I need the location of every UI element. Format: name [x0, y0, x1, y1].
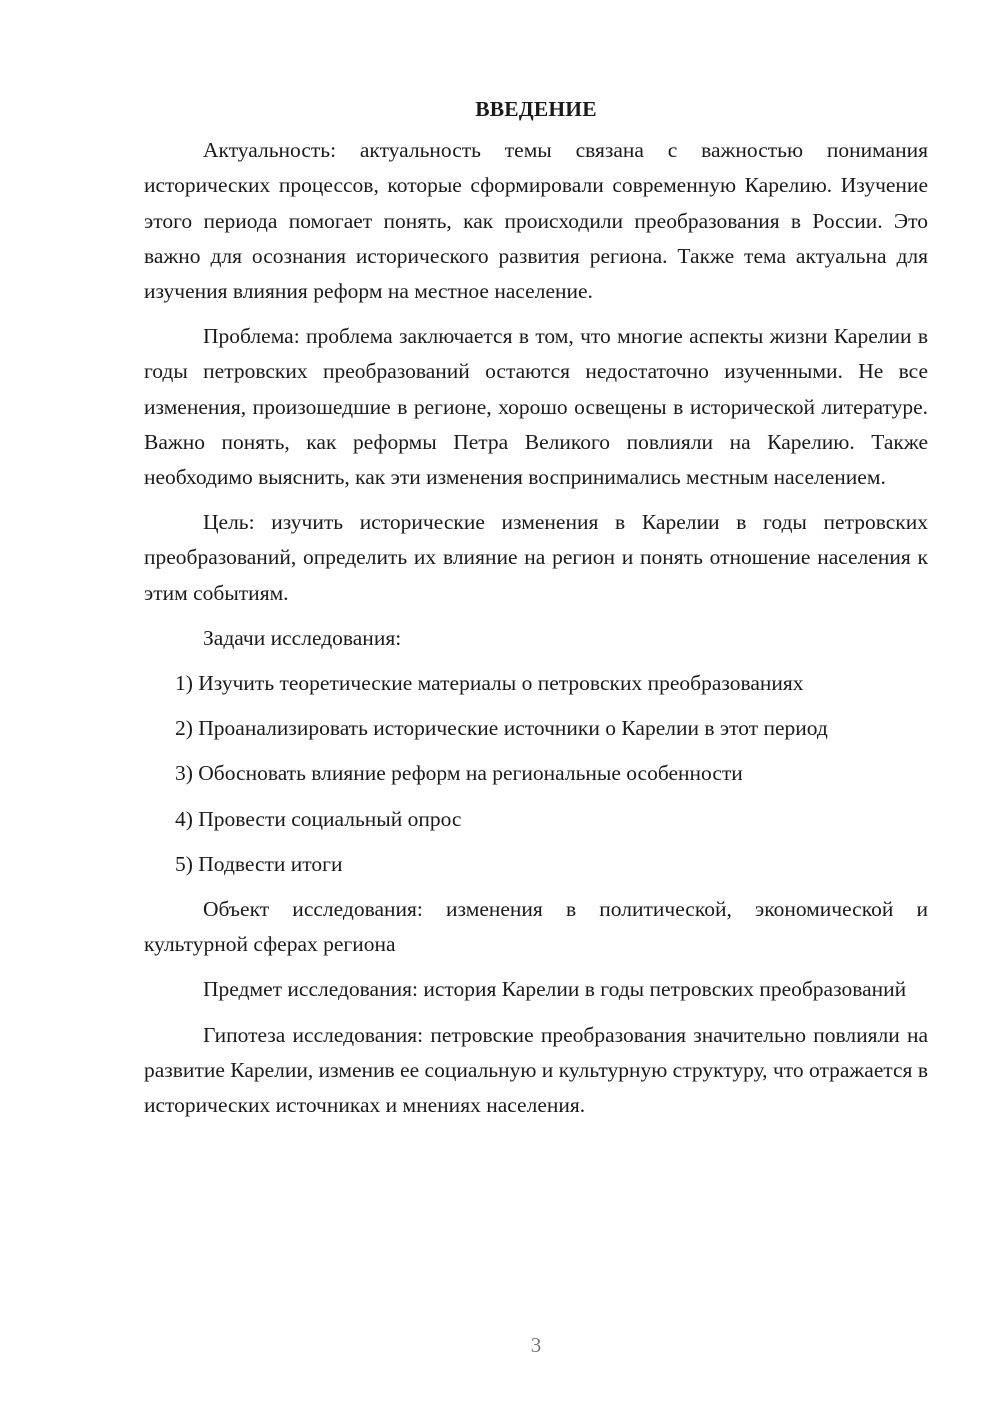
- goal-paragraph: Цель: изучить исторические изменения в Карелии в годы петровских преобразований, определить их влияние на регион и понять отношение населения к этим событиям.: [144, 510, 928, 605]
- task-item-5: 5) Подвести итоги: [175, 851, 343, 876]
- tasks-heading: Задачи исследования:: [203, 625, 402, 650]
- hypothesis-paragraph: Гипотеза исследования: петровские преобразования значительно повлияли на развитие Карелии, изменив ее социальную и культурную структуру, что отражается в исторических источниках и мнениях населения.: [144, 1022, 928, 1118]
- task-item-1: 1) Изучить теоретические материалы о петровских преобразованиях: [175, 671, 804, 696]
- task-item-4: 4) Провести социальный опрос: [175, 806, 462, 831]
- subject-paragraph: Предмет исследования: история Карелии в годы петровских преобразований: [203, 977, 907, 1002]
- object-paragraph: Объект исследования: изменения в политической, экономической и культурной сферах региона: [144, 897, 928, 957]
- task-item-3: 3) Обосновать влияние реформ на региональные особенности: [175, 761, 743, 786]
- document-body: [144, 92, 928, 1133]
- page-number: 3: [530, 1333, 542, 1357]
- problem-paragraph: Проблема: проблема заключается в том, что многие аспекты жизни Карелии в годы петровских преобразований остаются недостаточно изученными. Не все изменения, произошедшие в регионе, хорошо освещены в исторической литературе. Важно понять, как реформы Петра Великого повлияли на Карелию. Также необходимо выяснить, как эти изменения воспринимались местным населением.: [144, 324, 928, 490]
- task-item-2: 2) Проанализировать исторические источники о Карелии в этот период: [175, 716, 828, 741]
- relevance-paragraph: Актуальность: актуальность темы связана с важностью понимания исторических процессов, которые сформировали современную Карелию. Изучение этого периода помогает понять, как происходили преобразования в России. Это важно для осознания исторического развития региона. Также тема актуальна для изучения влияния реформ на местное население.: [144, 138, 928, 304]
- section-title: ВВЕДЕНИЕ: [475, 97, 597, 121]
